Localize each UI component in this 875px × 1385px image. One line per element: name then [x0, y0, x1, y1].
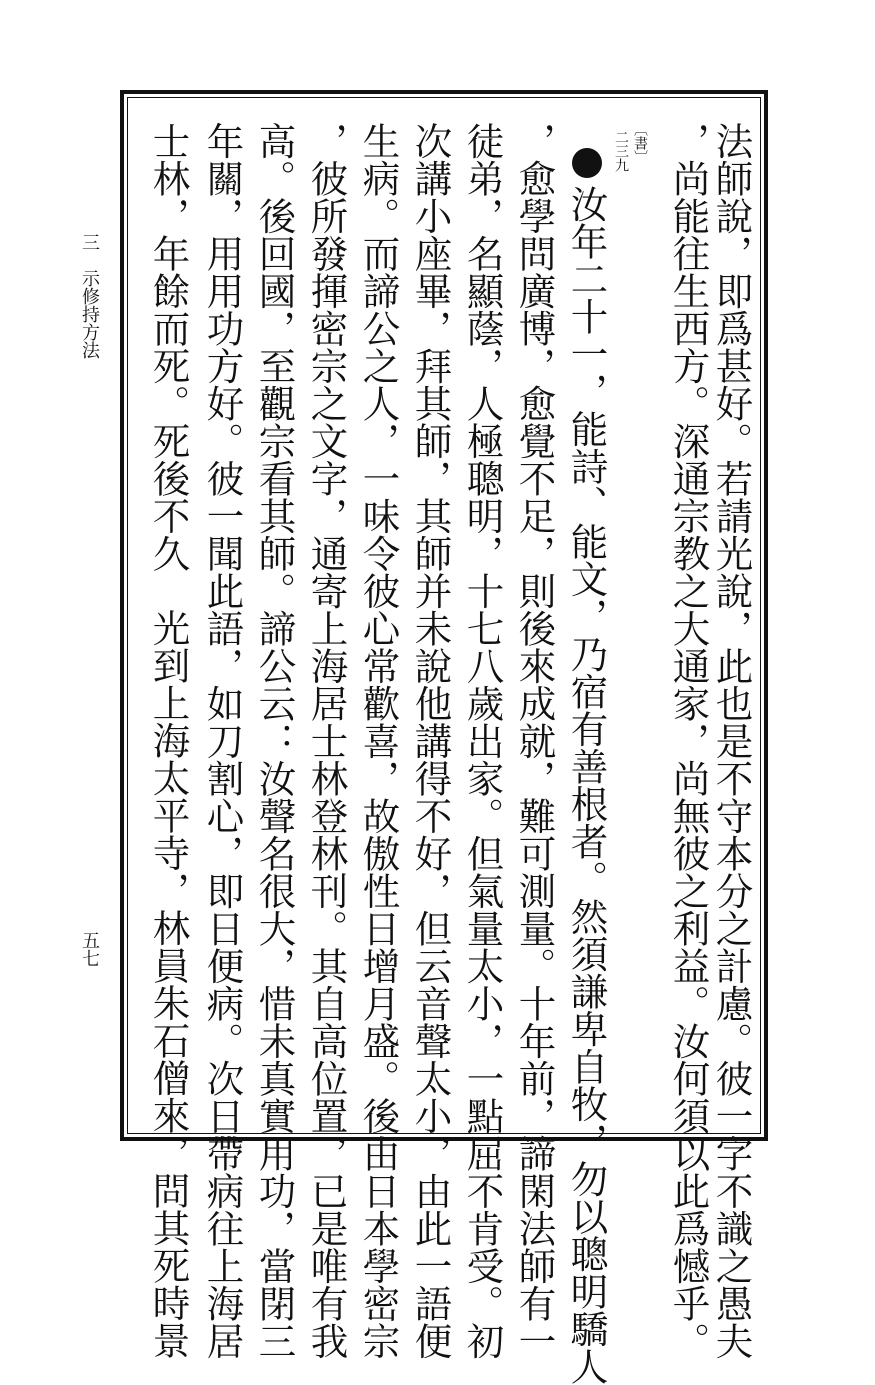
text-column-2: ，尚能往生西方。深通宗教之大通家，尚無彼之利益。汝何須以此爲憾乎。 [666, 122, 711, 1360]
text-column-10: 年關，用用功方好。彼一聞此語，如刀割心，即日便病。次日帶病往上海居 [200, 122, 245, 1360]
text-column-1: 法師說，即爲甚好。若請光說，此也是不守本分之計慮。彼一字不識之愚夫 [709, 122, 754, 1360]
column-spacer [168, 572, 169, 609]
text-column-8: ，彼所發揮密宗之文字，通寄上海居士林登林刊。其自高位置，已是唯有我 [304, 122, 349, 1360]
text-column-9: 高。後回國，至觀宗看其師。諦公云：汝聲名很大，惜未真實用功，當閉三 [252, 122, 297, 1360]
letter-bracket: 〔書〕 [632, 122, 648, 164]
text-column-11 [146, 122, 191, 1359]
bullet-icon [572, 148, 602, 178]
letter-marker [633, 122, 647, 164]
text-column-3 [564, 148, 609, 1385]
text-segment-1: 士林，年餘而死。死後不久 [146, 122, 191, 572]
text-column-6: 次講小座畢，拜其師，其師并未說他講得不好，但云音聲太小，由此一語便 [408, 122, 453, 1360]
text-segment-2: 光到上海太平寺，林員朱石僧來，問其死時景 [146, 609, 191, 1359]
page-number: 五七 [79, 931, 100, 967]
running-head: 三 示修持方法 [79, 233, 100, 359]
paragraph-start: 汝年二十一，能詩、能文，乃宿有善根者。然須謙卑自牧，勿以聰明驕人 [564, 185, 609, 1385]
text-column-7: 生病。而諦公之人，一味令彼心常歡喜，故傲性日增月盛。後由日本學密宗 [356, 122, 401, 1360]
letter-number: 二三九 [613, 130, 629, 172]
text-column-5: 徒弟，名顯蔭，人極聰明，十七八歲出家。但氣量太小，一點屈不肯受。初 [460, 122, 505, 1360]
text-column-4: ，愈學問廣博，愈覺不足，則後來成就，難可測量。十年前，諦閑法師有一 [512, 122, 557, 1360]
